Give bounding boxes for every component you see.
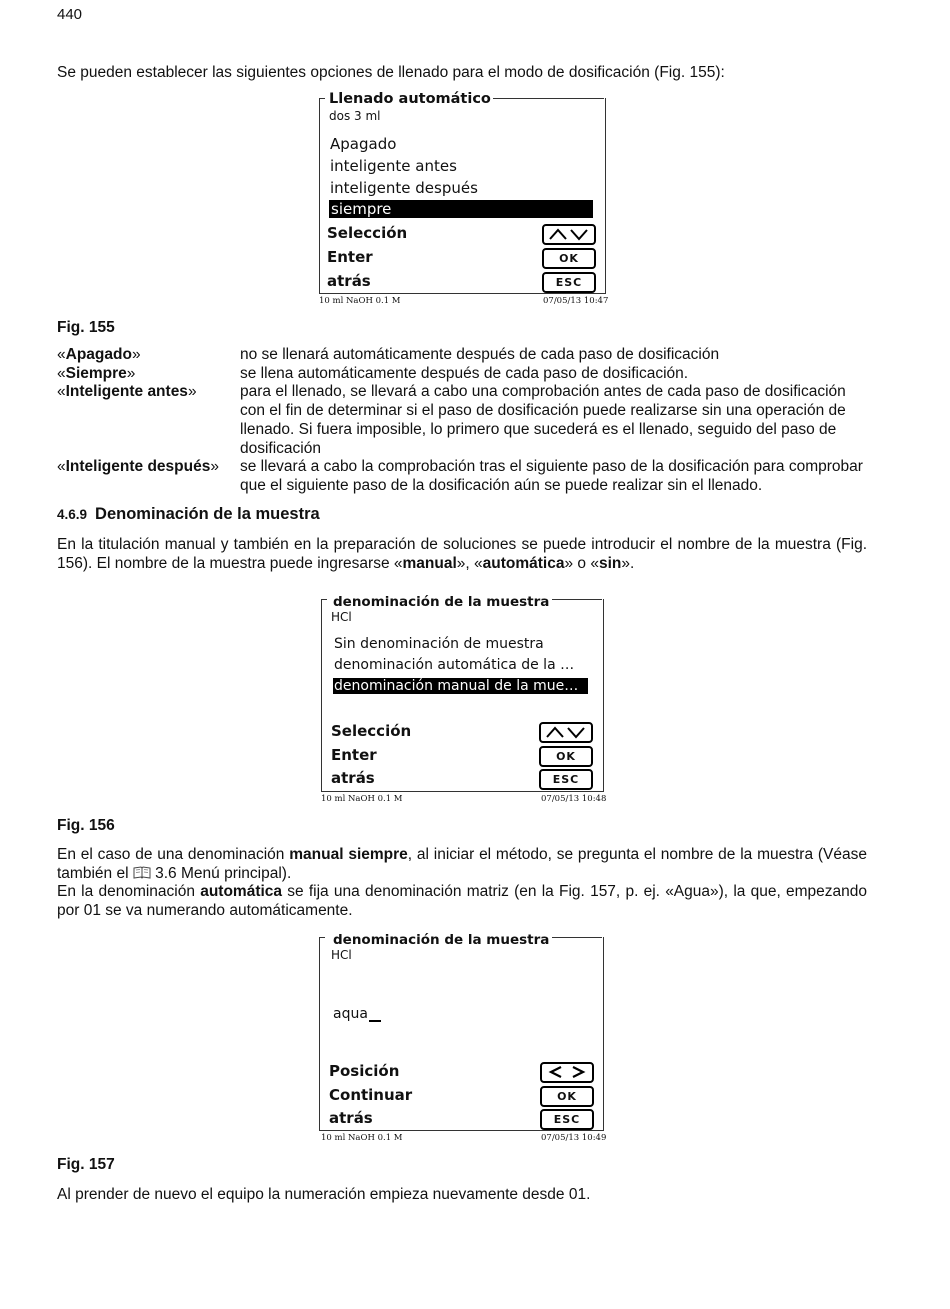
status-reagent: 10 ml NaOH 0.1 M <box>319 296 401 306</box>
text-cursor <box>369 1007 381 1022</box>
key-label-continuar: Continuar <box>329 1086 413 1104</box>
status-datetime: 07/05/13 10:49 <box>541 1133 607 1143</box>
screen-subtitle: dos 3 ml <box>329 109 381 123</box>
option-sin-denominacion[interactable]: Sin denominación de muestra <box>334 636 544 652</box>
screen-title: denominación de la muestra <box>333 932 550 948</box>
screen-subtitle: HCl <box>331 948 352 962</box>
definition-term: «Inteligente antes» <box>57 383 197 401</box>
key-label-atras: atrás <box>329 1109 373 1127</box>
definition-desc: se llena automáticamente después de cada paso de dosificación. <box>240 364 689 382</box>
fig157-caption: Fig. 157 <box>57 1156 115 1173</box>
option-siempre-selected[interactable]: siempre <box>329 200 593 218</box>
definition-term: «Apagado» <box>57 346 141 363</box>
screen-subtitle: HCl <box>331 610 352 624</box>
fig155-screen <box>318 93 608 309</box>
key-label-atras: atrás <box>331 769 375 787</box>
status-datetime: 07/05/13 10:48 <box>541 794 607 804</box>
section-title: Denominación de la muestra <box>95 505 320 523</box>
sample-name-input[interactable]: aqua <box>333 1006 381 1022</box>
sample-name-paragraph: En la titulación manual y también en la preparación de soluciones se puede introducir el nombre de la muestra (Fig. 156). El nombre de la muestra puede ingresarse «manual», «automática» o «sin». <box>57 536 867 572</box>
esc-button[interactable]: ESC <box>539 769 593 790</box>
leftright-button[interactable] <box>540 1062 594 1083</box>
definition-term: «Siempre» <box>57 364 136 382</box>
fig156-screen <box>320 594 608 806</box>
key-label-posicion: Posición <box>329 1062 400 1080</box>
key-label-enter: Enter <box>327 248 373 266</box>
option-apagado[interactable]: Apagado <box>330 135 397 153</box>
ok-button[interactable]: OK <box>539 746 593 767</box>
book-icon <box>133 866 151 879</box>
updown-icon <box>544 725 588 739</box>
key-label-seleccion: Selección <box>331 722 412 740</box>
fig157-screen <box>318 932 608 1146</box>
leftright-icon <box>545 1065 589 1079</box>
esc-button[interactable]: ESC <box>540 1109 594 1130</box>
key-label-atras: atrás <box>327 272 371 290</box>
option-denominacion-manual-selected[interactable]: denominación manual de la mue… <box>333 678 588 694</box>
screen-title: denominación de la muestra <box>333 594 550 610</box>
screen-title: Llenado automático <box>329 91 491 107</box>
esc-button[interactable]: ESC <box>542 272 596 293</box>
key-label-enter: Enter <box>331 746 377 764</box>
option-inteligente-antes[interactable]: inteligente antes <box>330 157 457 175</box>
definition-row <box>57 365 872 384</box>
definition-row <box>57 346 872 365</box>
automatic-paragraph: En la denominación automática se fija una denominación matriz (en la Fig. 157, p. ej. «Agua»), la que, empezando por 01 se va numerando automáticamente. <box>57 883 867 919</box>
definition-desc: no se llenará automáticamente después de cada paso de dosificación <box>240 346 720 363</box>
closing-paragraph: Al prender de nuevo el equipo la numeración empieza nuevamente desde 01. <box>57 1186 591 1203</box>
fig155-caption: Fig. 155 <box>57 319 115 336</box>
option-denominacion-automatica[interactable]: denominación automática de la … <box>334 657 575 673</box>
status-reagent: 10 ml NaOH 0.1 M <box>321 794 403 804</box>
status-datetime: 07/05/13 10:47 <box>543 296 609 306</box>
updown-icon <box>547 227 591 241</box>
option-inteligente-despues[interactable]: inteligente después <box>330 179 478 197</box>
definition-term: «Inteligente después» <box>57 458 219 476</box>
definition-row <box>57 458 872 495</box>
ok-button[interactable]: OK <box>542 248 596 269</box>
options-definitions <box>57 346 872 496</box>
section-heading <box>57 505 320 524</box>
manual-paragraph: En el caso de una denominación manual siempre, al iniciar el método, se pregunta el nombre de la muestra (Véase también el 3.6 Menú principal). <box>57 846 868 882</box>
ok-button[interactable]: OK <box>540 1086 594 1107</box>
page-number: 440 <box>57 6 83 23</box>
updown-button[interactable] <box>542 224 596 245</box>
intro-paragraph: Se pueden establecer las siguientes opciones de llenado para el modo de dosificación (Fig. 155): <box>57 64 725 81</box>
section-number: 4.6.9 <box>57 507 88 522</box>
updown-button[interactable] <box>539 722 593 743</box>
status-reagent: 10 ml NaOH 0.1 M <box>321 1133 403 1143</box>
definition-desc: para el llenado, se llevará a cabo una comprobación antes de cada paso de dosificación con el fin de determinar si el paso de dosificación puede realizarse sin una operación de llenado. Si fuera imposible, lo primero que sucederá es el llenado, seguido del paso de dosificación <box>240 383 846 457</box>
definition-row <box>57 383 872 458</box>
fig156-caption: Fig. 156 <box>57 817 115 834</box>
key-label-seleccion: Selección <box>327 224 408 242</box>
definition-desc: se llevará a cabo la comprobación tras el siguiente paso de la dosificación para comprobar que el siguiente paso de la dosificación aún se puede realizar sin el llenado. <box>240 458 863 494</box>
